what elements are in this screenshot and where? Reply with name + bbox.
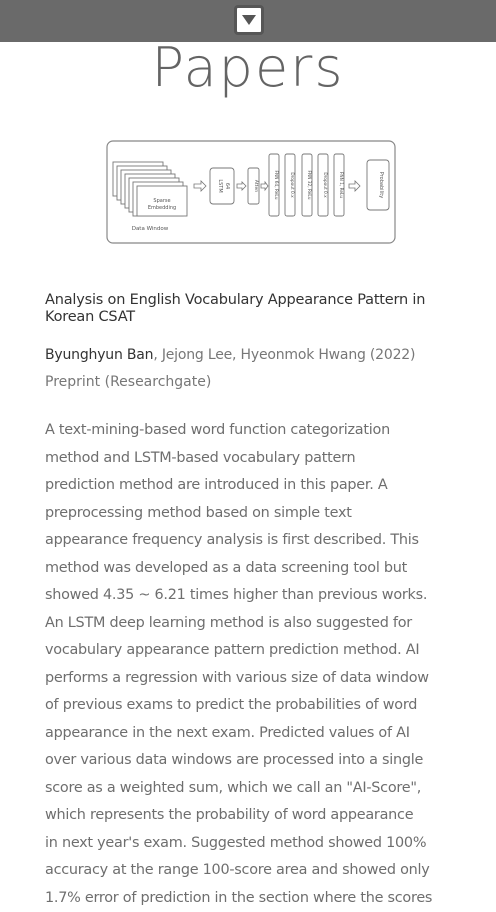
abstract-line: An LSTM deep learning method is also suggested for (45, 610, 465, 638)
menu-toggle-button[interactable] (234, 5, 264, 35)
layer-label: FNN 64, ReLu (273, 171, 279, 200)
abstract-line: method was developed as a data screening tool but (45, 555, 465, 583)
page-title: Papers (0, 38, 496, 98)
layer-label: FNN 32, ReLu (306, 171, 312, 200)
abstract-line: vocabulary appearance pattern prediction method. AI (45, 637, 465, 665)
dropdown-triangle-icon (239, 10, 259, 30)
abstract-line: prediction method are introduced in this paper. A (45, 472, 465, 500)
sparse-label: Sparse (153, 198, 170, 204)
output-label: Probability (378, 172, 384, 198)
abstract-line: accuracy at the range 100-score area and showed only (45, 857, 465, 885)
embedding-label: Embedding (148, 205, 176, 211)
paper-title: Analysis on English Vocabulary Appearance Pattern in Korean CSAT (45, 292, 455, 326)
layer-label: FNN 1, ReLu (338, 172, 344, 198)
author-self: Byunghyun Ban (45, 347, 153, 363)
abstract-line: over various data windows are processed into a single (45, 747, 465, 775)
attention-label: Atten (253, 180, 259, 192)
abstract-line: A text-mining-based word function categorization (45, 417, 465, 445)
abstract-line: in next year's exam. Suggested method showed 100% (45, 830, 465, 858)
output-block (367, 160, 389, 210)
abstract-line: appearance in the next exam. Predicted values of AI (45, 720, 465, 748)
model-architecture-figure (106, 140, 396, 244)
abstract-line: appearance frequency analysis is first described. This (45, 527, 465, 555)
abstract-line: preprocessing method based on simple text (45, 500, 465, 528)
abstract-line: method and LSTM-based vocabulary pattern (45, 445, 465, 473)
lstm-label: LSTM (217, 179, 223, 192)
authors-rest: , Jejong Lee, Hyeonmok Hwang (2022) (153, 347, 415, 363)
layer-label: Dropout 0.x (322, 172, 328, 198)
abstract-line: score as a weighted sum, which we call an "AI-Score", (45, 775, 465, 803)
abstract-line: 1.7% error of prediction in the section where the scores (45, 885, 465, 912)
layer-label: Dropout 0.x (289, 172, 295, 198)
abstract-line: performs a regression with various size of data window (45, 665, 465, 693)
paper-authors (45, 345, 465, 365)
lstm-units: 64 (224, 183, 230, 189)
abstract-line: showed 4.35 ~ 6.21 times higher than previous works. (45, 582, 465, 610)
data-window-label: Data Window (132, 226, 169, 232)
abstract-line: which represents the probability of word appearance (45, 802, 465, 830)
paper-venue: Preprint (Researchgate) (45, 372, 465, 392)
paper-abstract (45, 417, 465, 912)
abstract-line: of previous exams to predict the probabilities of word (45, 692, 465, 720)
